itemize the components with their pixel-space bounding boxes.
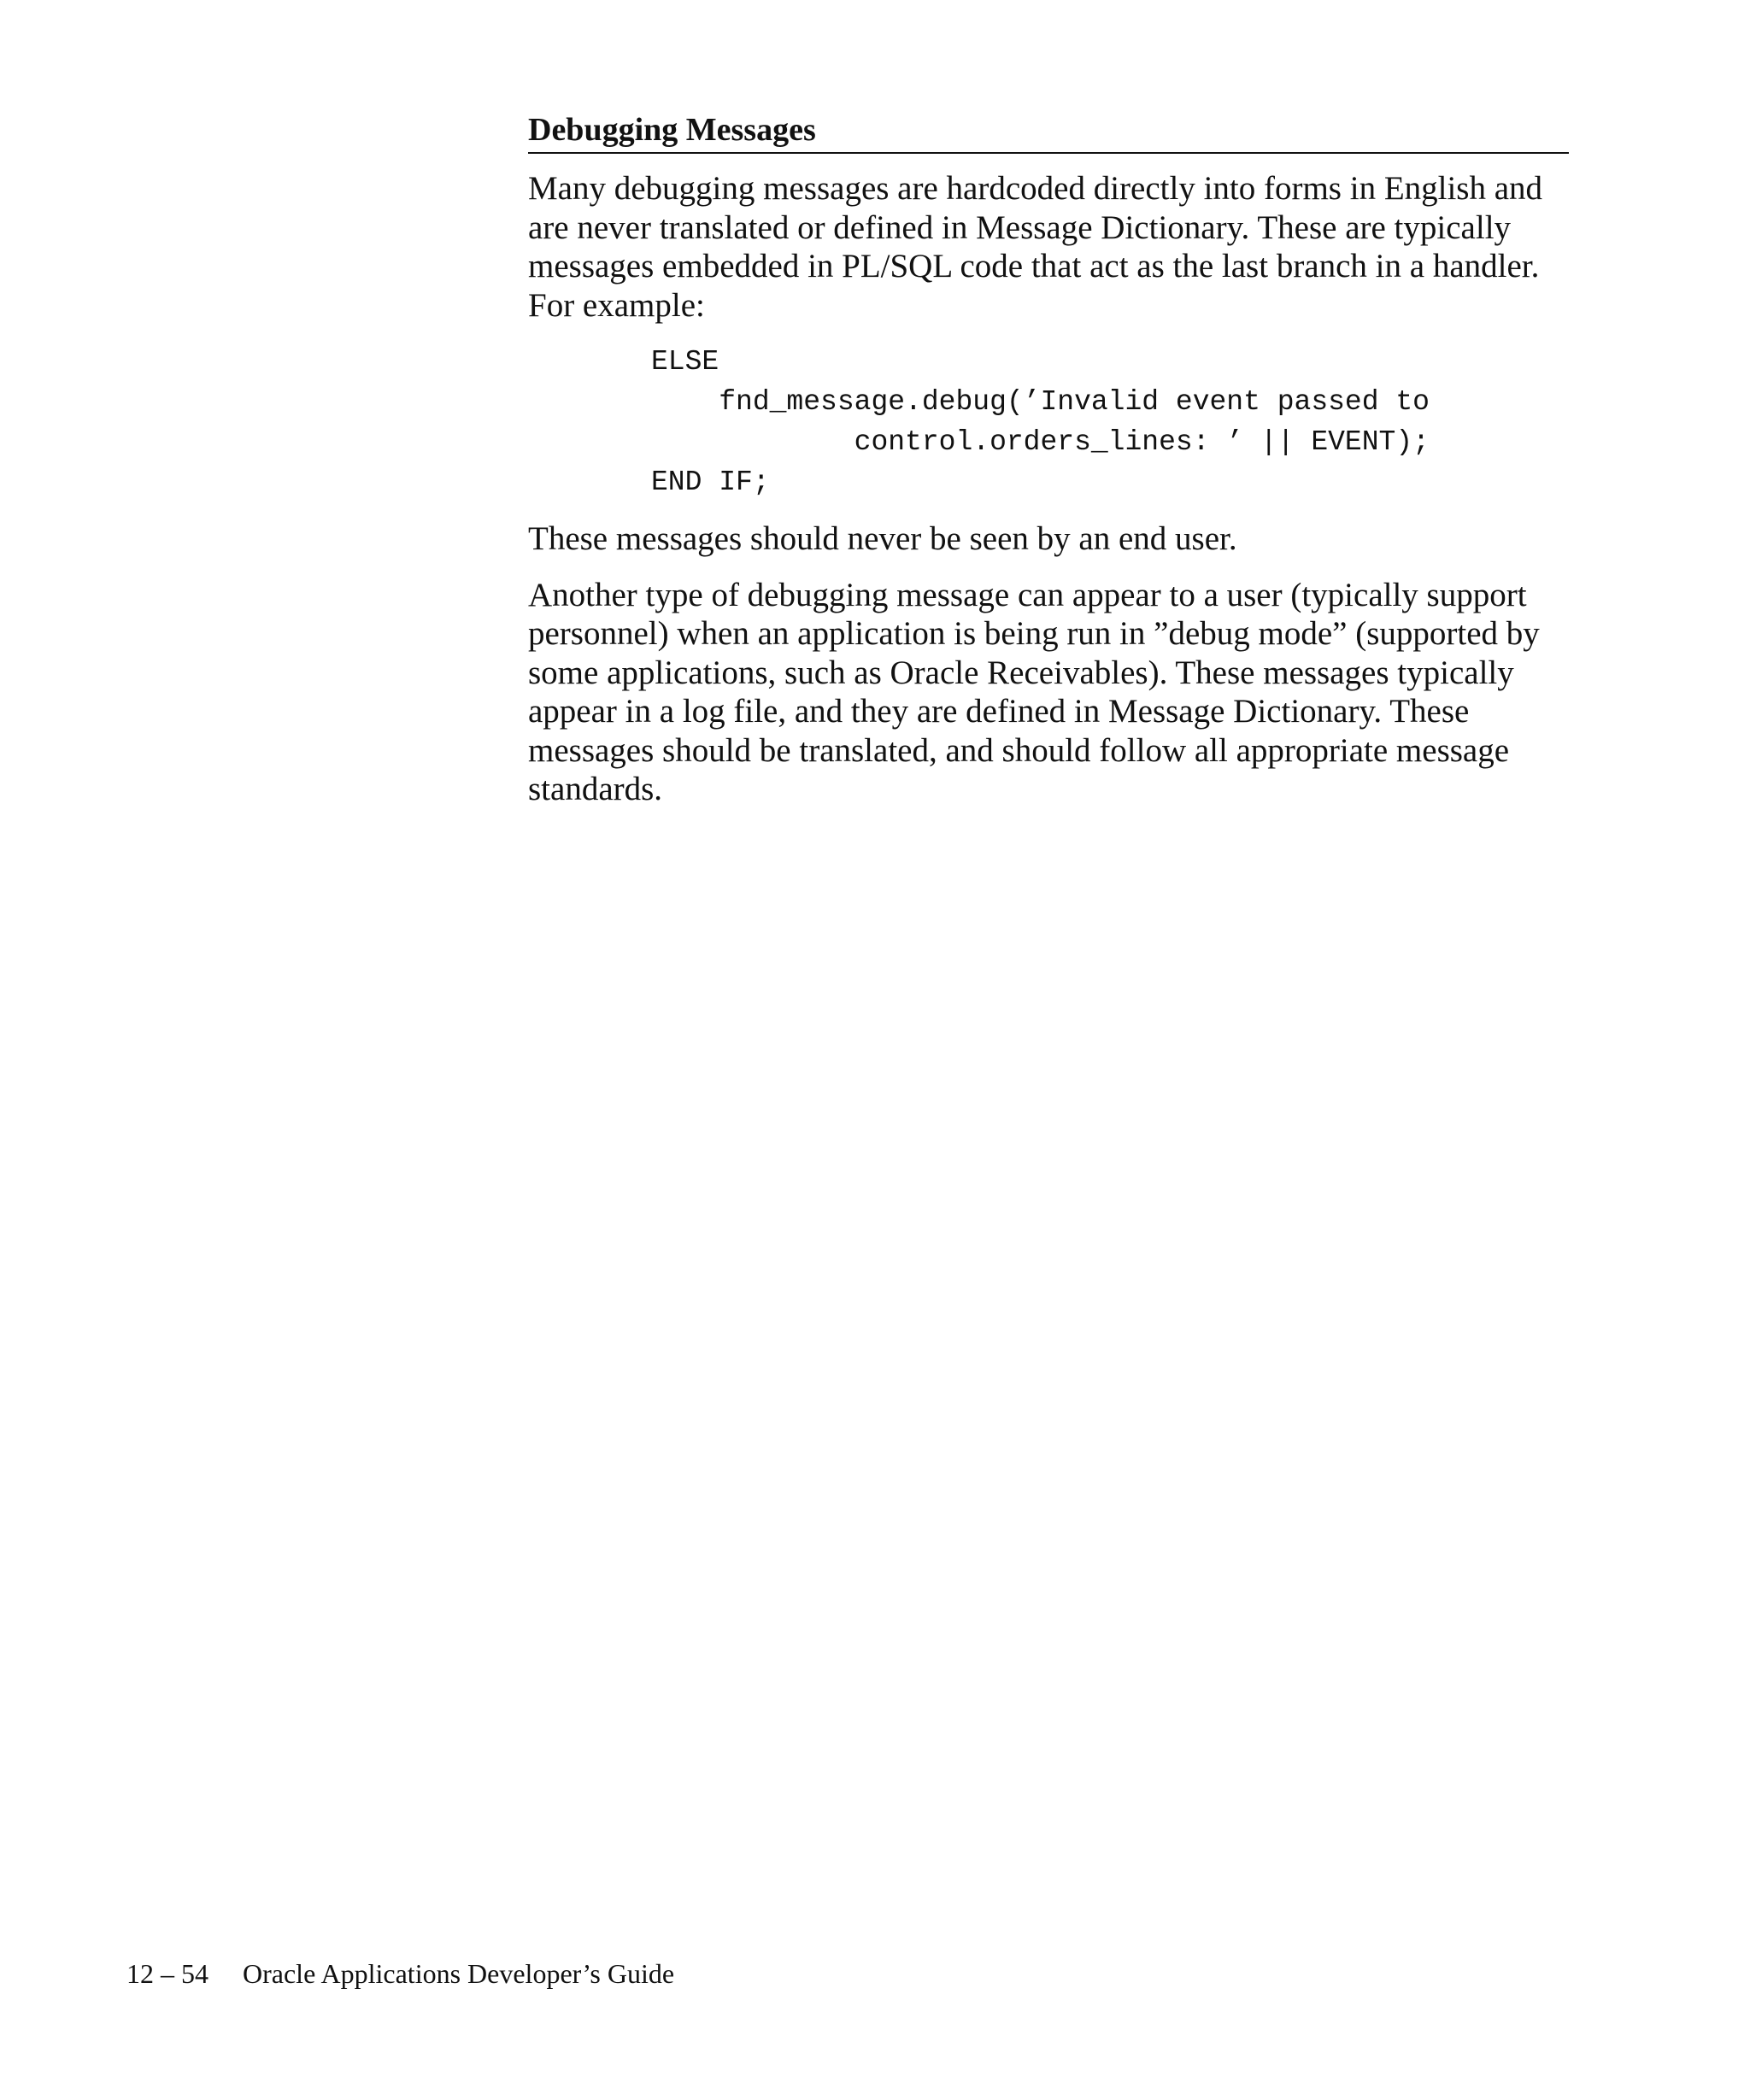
page-footer — [126, 1956, 674, 1991]
paragraph-debug-mode: Another type of debugging message can appear to a user (typically support personnel) when an application is being run in ”debug mode” (supported by some applications, such as Oracle Receivables). These messages typically appear in a log file, and they are defined in Message Dictionary. These messages should be translated, and should follow all appropriate message standards. — [528, 576, 1540, 807]
page-number: 12 – 54 — [126, 1958, 208, 1989]
code-example — [651, 342, 1569, 502]
book-title: Oracle Applications Developer’s Guide — [243, 1958, 675, 1989]
paragraph-end-user: These messages should never be seen by an end user. — [528, 520, 1237, 557]
code-line: control.orders_lines: ’ || EVENT); — [651, 426, 1430, 458]
code-line: fnd_message.debug(’Invalid event passed to — [651, 386, 1430, 418]
code-line: END IF; — [651, 466, 770, 498]
paragraph-intro: Many debugging messages are hardcoded directly into forms in English and are never translated or defined in Message Dictionary. These are typically messages embedded in PL/SQL code that act as the last branch in a handler. For example: — [528, 170, 1543, 324]
code-line: ELSE — [651, 346, 719, 378]
main-content — [528, 109, 1569, 826]
section-heading: Debugging Messages — [528, 109, 1569, 154]
